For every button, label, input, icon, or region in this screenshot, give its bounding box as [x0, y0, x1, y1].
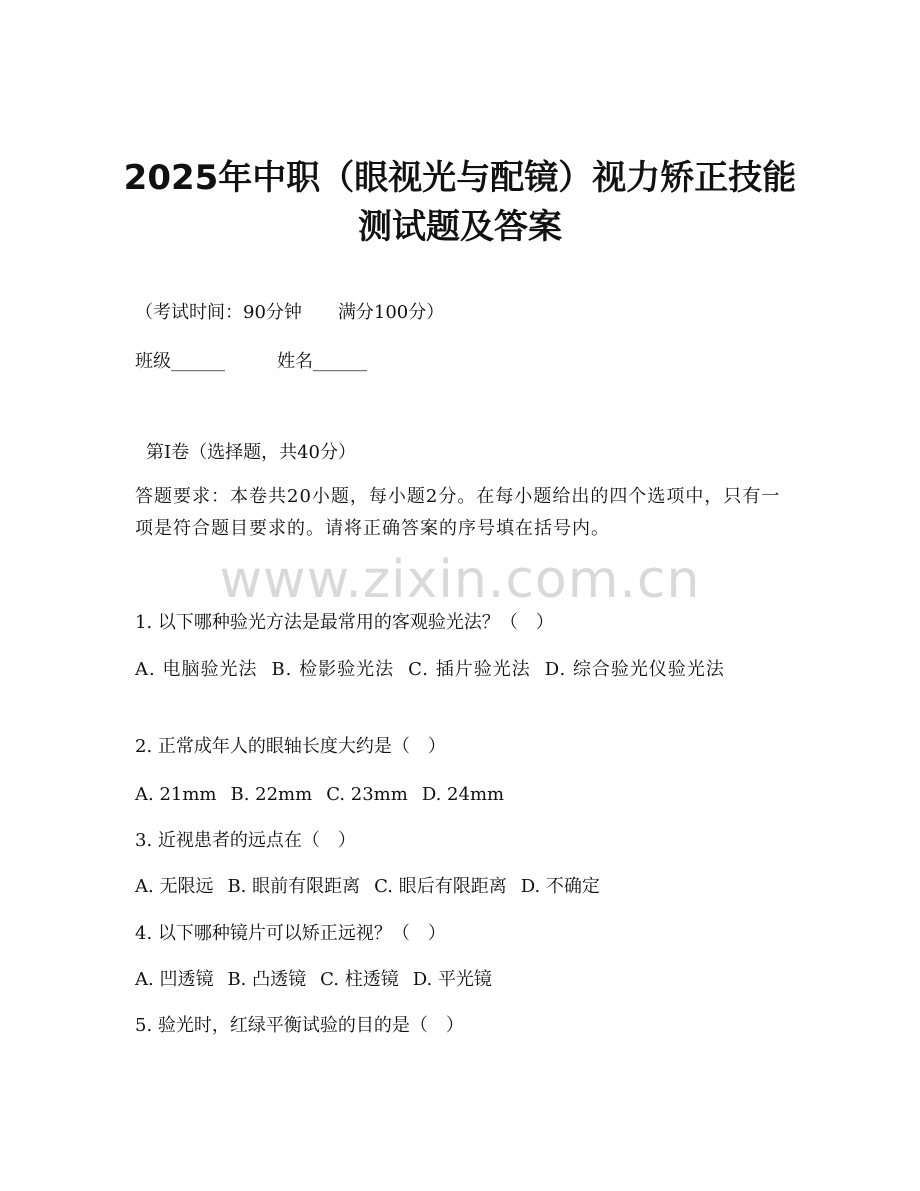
question-1-stem: 1. 以下哪种验光方法是最常用的客观验光法？（ ）	[135, 612, 554, 633]
q3-option-b[interactable]: B. 眼前有限距离	[227, 876, 361, 897]
question-3-options	[135, 871, 785, 903]
q1-option-b[interactable]: B. 检影验光法	[271, 659, 395, 680]
watermark: www.zixin.com.cn	[219, 550, 701, 610]
q4-option-d[interactable]: D. 平光镜	[412, 969, 492, 990]
class-field[interactable]: 班级______	[135, 351, 225, 372]
q2-option-c[interactable]: C. 23mm	[326, 784, 408, 805]
question-4-stem: 4. 以下哪种镜片可以矫正远视？（ ）	[135, 923, 446, 944]
question-2-stem: 2. 正常成年人的眼轴长度大约是（ ）	[135, 736, 446, 757]
question-5-stem: 5. 验光时，红绿平衡试验的目的是（ ）	[135, 1015, 464, 1036]
q4-option-a[interactable]: A. 凹透镜	[135, 969, 214, 990]
q4-option-b[interactable]: B. 凸透镜	[227, 969, 307, 990]
q3-option-c[interactable]: C. 眼后有限距离	[374, 876, 507, 897]
q2-option-d[interactable]: D. 24mm	[421, 784, 505, 805]
q4-option-c[interactable]: C. 柱透镜	[320, 969, 399, 990]
student-fields	[135, 346, 367, 378]
q3-option-d[interactable]: D. 不确定	[520, 876, 600, 897]
name-field[interactable]: 姓名______	[277, 351, 367, 372]
q2-option-a[interactable]: A. 21mm	[135, 784, 217, 805]
document-title-line-2: 测试题及答案	[358, 207, 562, 247]
q2-option-b[interactable]: B. 22mm	[230, 784, 313, 805]
q1-option-d[interactable]: D. 综合验光仪验光法	[544, 659, 725, 680]
question-4-options	[135, 964, 785, 996]
q1-option-c[interactable]: C. 插片验光法	[408, 659, 531, 680]
document-title-line-1: 2025年中职（眼视光与配镜）视力矫正技能	[123, 158, 797, 198]
question-1-options	[135, 654, 785, 686]
question-3-stem: 3. 近视患者的远点在（ ）	[135, 830, 356, 851]
question-2-options	[135, 779, 785, 811]
instructions: 答题要求：本卷共20小题，每小题2分。在每小题给出的四个选项中，只有一项是符合题目要求的。请将正确答案的序号填在括号内。	[135, 486, 781, 539]
exam-info: （考试时间：90分钟 满分100分）	[135, 302, 445, 323]
q1-option-a[interactable]: A. 电脑验光法	[135, 659, 258, 680]
section-heading: 第I卷（选择题，共40分）	[146, 442, 357, 463]
q3-option-a[interactable]: A. 无限远	[135, 876, 214, 897]
